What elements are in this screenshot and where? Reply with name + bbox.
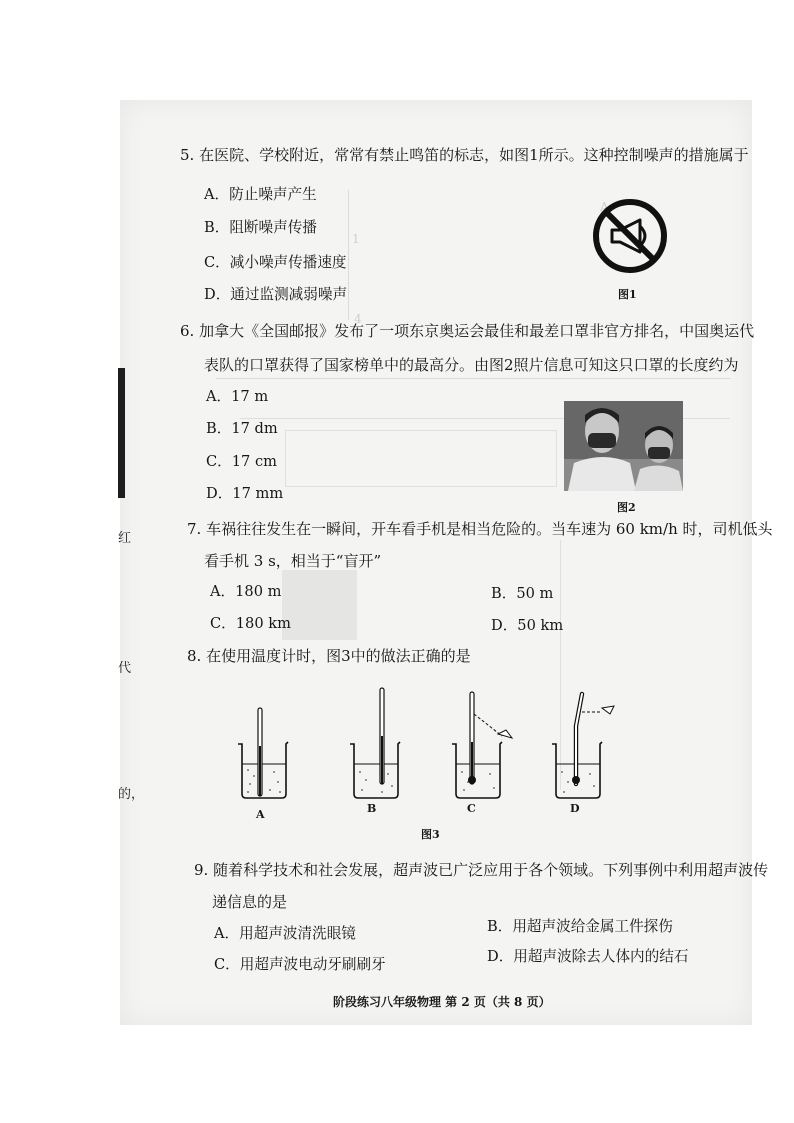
q6-stem-line-2: 表队的口罩获得了国家榜单中的最高分。由图2照片信息可知这只口罩的长度约为 (204, 356, 739, 374)
bleed-through-image (282, 570, 357, 640)
q7-option-d: D．50 km (491, 617, 564, 634)
edge-text-2: 代 (118, 661, 132, 676)
q5-option-a: A．防止噪声产生 (204, 186, 317, 203)
figure-3-caption: 图3 (421, 828, 440, 841)
binding-strip (118, 368, 125, 498)
q5-option-b: B．阻断噪声传播 (204, 219, 317, 236)
no-horn-icon (590, 196, 670, 276)
q9-stem-line-1: 9. 随着科学技术和社会发展，超声波已广泛应用于各个领域。下列事例中利用超声波传 (194, 861, 769, 879)
q7-option-c: C．180 km (210, 615, 291, 632)
bleed-through-text: 4 (354, 312, 362, 326)
q7-stem-line-1: 7. 车祸往往发生在一瞬间，开车看手机是相当危险的。当车速为 60 km/h 时，司机低头 (187, 520, 773, 538)
edge-text-1: 红 (118, 531, 132, 546)
q9-option-c: C．用超声波电动牙刷刷牙 (214, 956, 386, 973)
bleed-through-text: 1 (352, 232, 360, 246)
bleed-through-line (216, 378, 731, 379)
beaker-a (238, 708, 288, 798)
q7-stem-line-2: 看手机 3 s，相当于“盲开” (204, 552, 382, 570)
q8-label-c: C (467, 802, 476, 815)
beaker-d (552, 694, 614, 798)
q6-option-a: A．17 m (206, 388, 269, 405)
q5-stem: 5. 在医院、学校附近，常常有禁止鸣笛的标志，如图1所示。这种控制噪声的措施属于 (180, 146, 749, 164)
q9-option-d: D．用超声波除去人体内的结石 (487, 948, 689, 965)
beaker-c (452, 692, 512, 798)
q9-option-a: A．用超声波清洗眼镜 (214, 925, 356, 942)
q8-label-b: B (367, 802, 377, 815)
q9-option-b: B．用超声波给金属工件探伤 (487, 918, 673, 935)
figure-1-caption: 图1 (618, 288, 637, 301)
bleed-through-text: A． (600, 200, 621, 214)
q7-option-b: B．50 m (491, 585, 554, 602)
q6-stem-line-1: 6. 加拿大《全国邮报》发布了一项东京奥运会最佳和最差口罩非官方排名，中国奥运代 (180, 322, 755, 340)
figure-2-caption: 图2 (617, 501, 636, 514)
q6-option-c: C．17 cm (206, 453, 277, 470)
figure-3-thermometer-diagram (230, 686, 610, 806)
q6-option-d: D．17 mm (206, 485, 284, 502)
edge-text-3: 的， (118, 787, 145, 802)
q5-option-d: D．通过监测减弱噪声 (204, 286, 348, 303)
figure-2-photo (564, 401, 683, 491)
page-footer: 阶段练习八年级物理 第 2 页（共 8 页） (333, 995, 551, 1009)
bleed-through-line (348, 190, 349, 320)
q8-label-d: D (570, 802, 580, 815)
q6-option-b: B．17 dm (206, 420, 278, 437)
beaker-b (350, 688, 400, 798)
q5-option-c: C．减小噪声传播速度 (204, 254, 347, 271)
bleed-through-table (285, 430, 557, 487)
q7-option-a: A．180 m (210, 583, 282, 600)
q8-stem: 8. 在使用温度计时，图3中的做法正确的是 (187, 647, 471, 665)
q8-label-a: A (256, 808, 265, 821)
q9-stem-line-2: 递信息的是 (212, 893, 288, 911)
